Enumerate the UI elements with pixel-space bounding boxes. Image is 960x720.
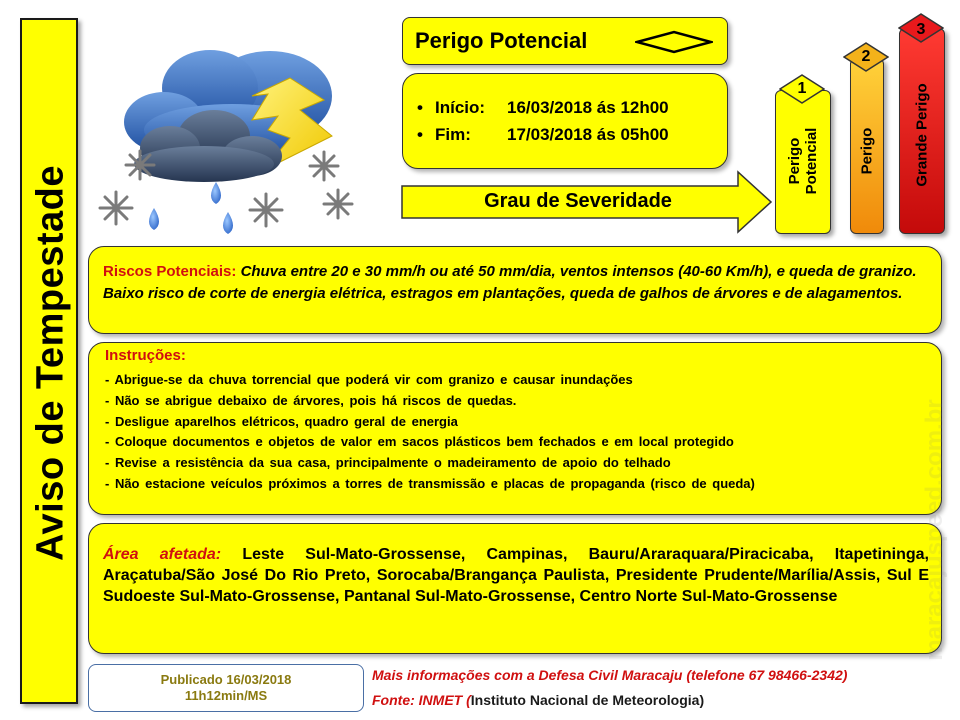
hazard-level-box <box>402 17 728 65</box>
instruction-item: - Não se abrigue debaixo de árvores, pois há riscos de quedas. <box>105 392 517 408</box>
affected-area-text <box>103 544 929 607</box>
affected-area-box <box>88 523 942 654</box>
severity-label: Grau de Severidade <box>484 190 672 212</box>
hazard-level-title: Perigo Potencial <box>415 28 588 53</box>
level-2-bar <box>850 58 884 234</box>
instructions-box <box>88 342 942 515</box>
start-row <box>417 98 669 118</box>
end-value: 17/03/2018 ás 05h00 <box>507 125 669 144</box>
level-2-number: 2 <box>861 48 871 65</box>
start-label: Início: <box>435 98 486 117</box>
level-3-number: 3 <box>916 21 926 38</box>
risks-text <box>103 261 927 305</box>
watermark: maracajuspeed.com.br <box>921 399 948 661</box>
end-label: Fim: <box>435 125 471 144</box>
instruction-item: - Abrigue-se da chuva torrencial que poderá vir com granizo e causar inundações <box>105 372 633 387</box>
published-box <box>88 664 364 712</box>
instruction-item: - Revise a resistência da sua casa, principalmente o madeiramento de apoio do telhado <box>105 455 671 471</box>
published-time: 11h12min/MS <box>184 688 268 703</box>
instruction-item: - Coloque documentos e objetos de valor em sacos plásticos bem fechados e em local protegido <box>105 434 734 450</box>
bullet-icon: • <box>417 125 423 144</box>
published-date: Publicado 16/03/2018 <box>160 672 292 687</box>
end-row <box>417 125 669 145</box>
source-name: Instituto Nacional de Meteorologia) <box>470 692 705 708</box>
level-3-bar <box>899 28 945 234</box>
level-1-bar <box>775 90 831 234</box>
side-title: Aviso de Tempestade <box>29 165 72 561</box>
source-prefix: Fonte: INMET ( <box>372 692 471 708</box>
risks-label: Riscos Potenciais: <box>103 263 237 280</box>
level-1-number: 1 <box>797 80 807 97</box>
level-3-label: Grande Perigo <box>913 83 931 187</box>
storm-cloud-icon <box>92 30 362 245</box>
period-box <box>402 73 728 169</box>
instruction-item: - Não estacione veículos próximos a torres de transmissão e placas de propaganda (risco de queda) <box>105 475 755 491</box>
instructions-title: Instruções: <box>105 347 186 364</box>
source-text <box>372 692 704 708</box>
level-1-label: Perigo Potencial <box>786 127 820 195</box>
more-info-text: Mais informações com a Defesa Civil Maracaju (telefone 67 98466-2342) <box>372 667 848 683</box>
risks-box <box>88 246 942 334</box>
start-value: 16/03/2018 ás 12h00 <box>507 98 669 117</box>
affected-area-label: Área afetada: <box>103 546 222 563</box>
instructions-list <box>105 370 917 495</box>
side-title-bar <box>20 18 78 704</box>
affected-area-list: Leste Sul-Mato-Grossense, Campinas, Bauru/Araraquara/Piracicaba, Itapetininga, Araçatuba/São José Do Rio Preto, Sorocaba/Brangança Paulista, Presidente Prudente/Marília/Assis, Sul E Sudoeste Sul-Mato-Grossense, Pantanal Sul-Mato-Grossense, Centro Norte Sul-Mato-Grossense <box>103 546 930 605</box>
risks-description: Chuva entre 20 e 30 mm/h ou até 50 mm/dia, ventos intensos (40-60 Km/h), e queda de granizo. Baixo risco de corte de energia elétrica, estragos em plantações, queda de galhos de árvores e de alagamentos. <box>103 263 917 302</box>
bullet-icon: • <box>417 98 423 117</box>
diamond-icon <box>635 30 713 54</box>
level-2-label: Perigo <box>858 127 876 175</box>
instruction-item: - Desligue aparelhos elétricos, quadro geral de energia <box>105 413 458 429</box>
